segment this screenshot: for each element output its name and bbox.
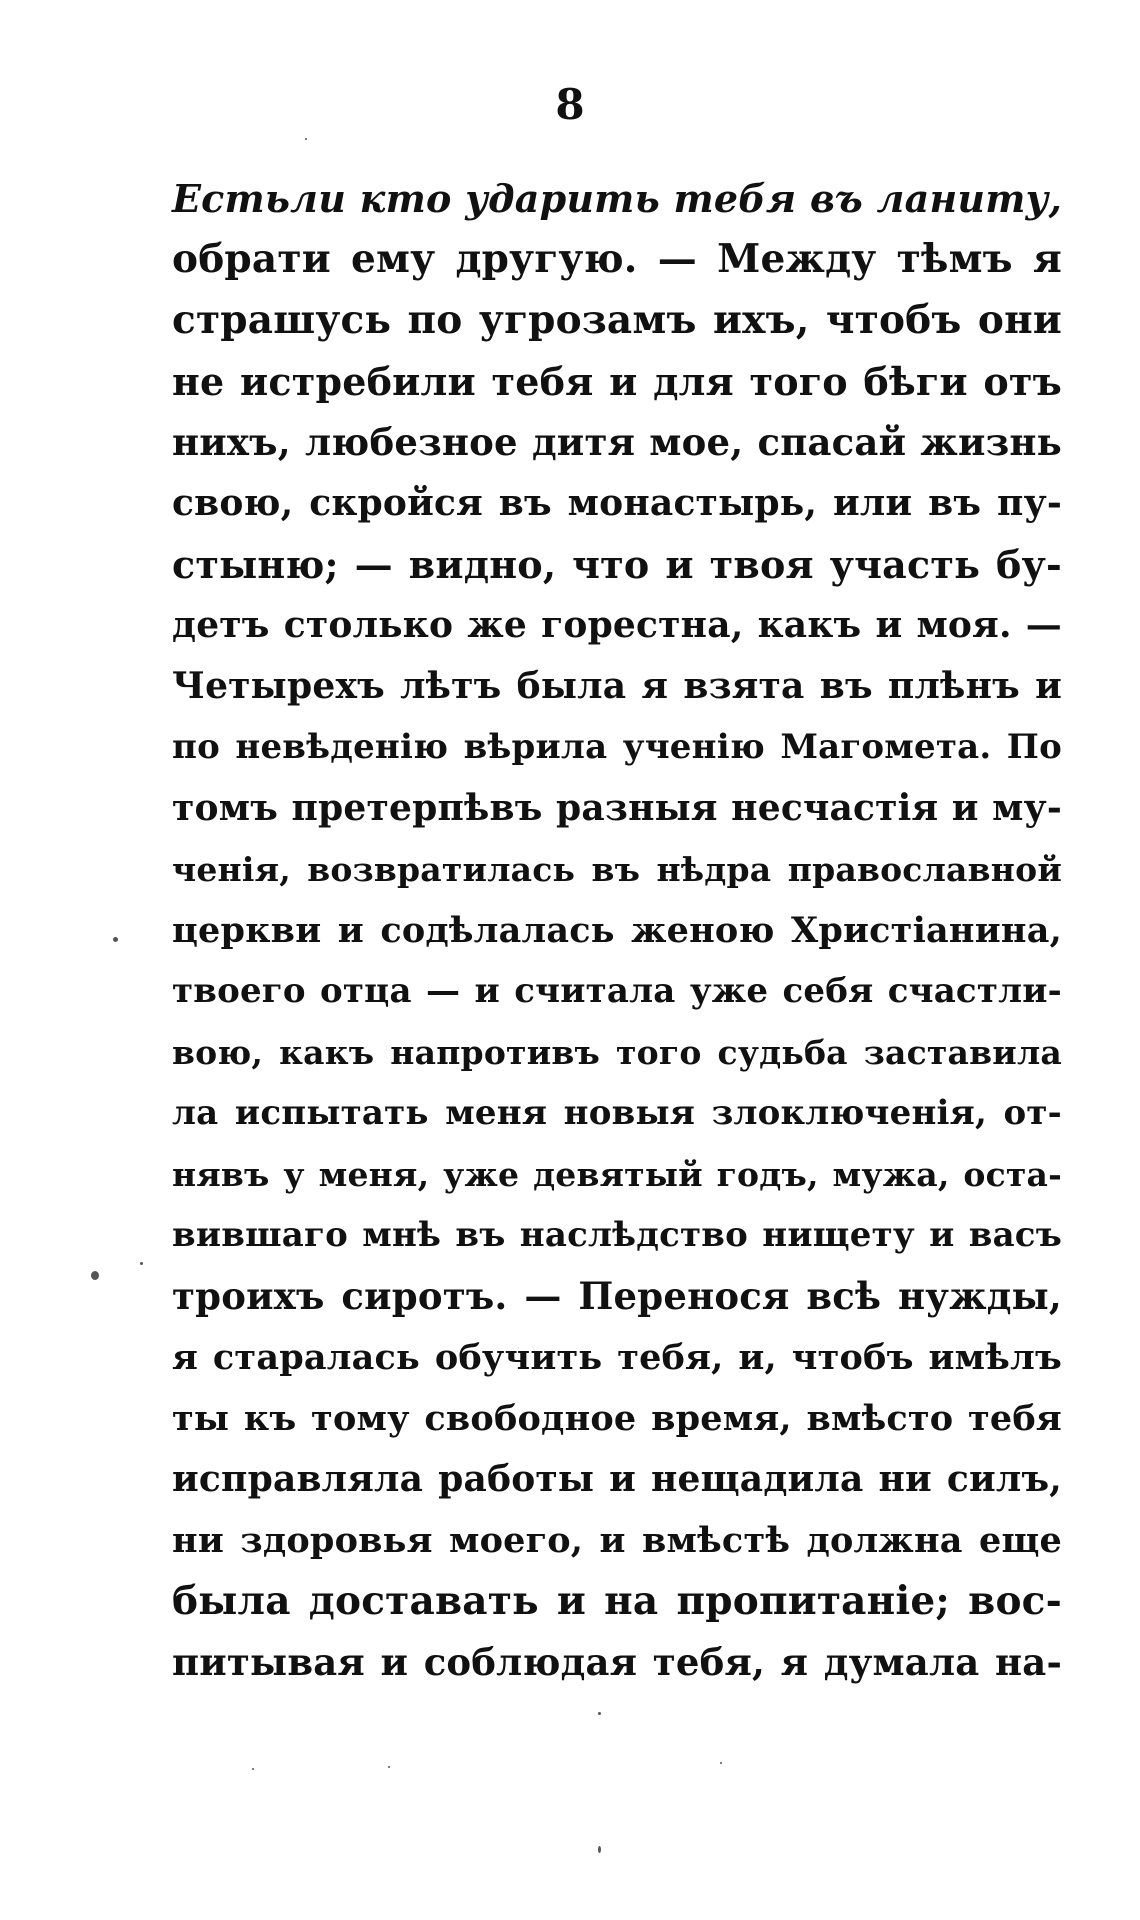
text-line-7: стыню; — видно, что и твоя участь бу-	[172, 542, 1062, 587]
text-line-21: ты къ тому свободное время, вмѣсто тебя	[172, 1398, 1062, 1439]
text-line-3: страшусь по угрозамъ ихъ, чтобъ они	[172, 297, 1062, 343]
scan-speck	[388, 1766, 390, 1768]
text-line-6: свою, скройся въ монастырь, или въ пу-	[172, 482, 1062, 524]
scan-speck	[305, 138, 307, 140]
text-line-23: ни здоровья моего, и вмѣстѣ должна еще	[172, 1520, 1062, 1561]
scan-speck	[91, 1271, 99, 1280]
text-line-19: троихъ сиротъ. — Перенося всѣ нужды,	[172, 1274, 1062, 1318]
text-line-2: обрати ему другую. — Между тѣмъ я	[172, 236, 1062, 282]
scan-speck	[720, 1762, 722, 1764]
body-text	[172, 168, 1062, 1693]
text-line-17: нявъ у меня, уже девятый годъ, мужа, оста-	[172, 1155, 1062, 1194]
scan-speck	[598, 1712, 601, 1715]
text-line-16: ла испытать меня новыя злоключенія, от-	[172, 1093, 1062, 1133]
text-line-20: я старалась обучить тебя, и, чтобъ имѣлъ	[172, 1337, 1062, 1378]
text-line-25: питывая и соблюдая тебя, я думала на-	[172, 1640, 1062, 1684]
text-line-10: по невѣденію вѣрила ученію Магомета. По	[172, 727, 1062, 767]
text-line-13: церкви и содѣлалась женою Христіанина,	[172, 910, 1062, 951]
scan-speck	[113, 937, 118, 942]
scan-speck	[140, 1262, 143, 1265]
text-line-15: вою, какъ напротивъ того судьба заставила	[172, 1033, 1062, 1072]
text-line-11: томъ претерпѣвъ разныя несчастія и му-	[172, 787, 1062, 829]
text-line-9: Четырехъ лѣтъ была я взята въ плѣнъ и	[172, 665, 1062, 707]
text-line-4: не истребили тебя и для того бѣги отъ	[172, 359, 1062, 404]
scan-speck	[598, 1846, 601, 1853]
text-line-22: исправляла работы и нещадила ни силъ,	[172, 1458, 1062, 1500]
text-line-8: детъ столько же горестна, какъ и моя. —	[172, 604, 1062, 646]
text-line-24: была доставать и на пропитаніе; вос-	[172, 1578, 1062, 1624]
page-number: 8	[555, 80, 585, 129]
text-line-14: твоего отца — и считала уже себя счастли-	[172, 971, 1062, 1011]
text-line-1: Естьли кто ударить тебя въ ланиту,	[172, 176, 1062, 221]
text-line-12: ченія, возвратилась въ нѣдра православной	[172, 850, 1062, 889]
text-line-18: вившаго мнѣ въ наслѣдство нищету и васъ	[172, 1215, 1062, 1255]
text-line-5: нихъ, любезное дитя мое, спасай жизнь	[172, 420, 1062, 464]
scan-speck	[252, 1768, 254, 1770]
